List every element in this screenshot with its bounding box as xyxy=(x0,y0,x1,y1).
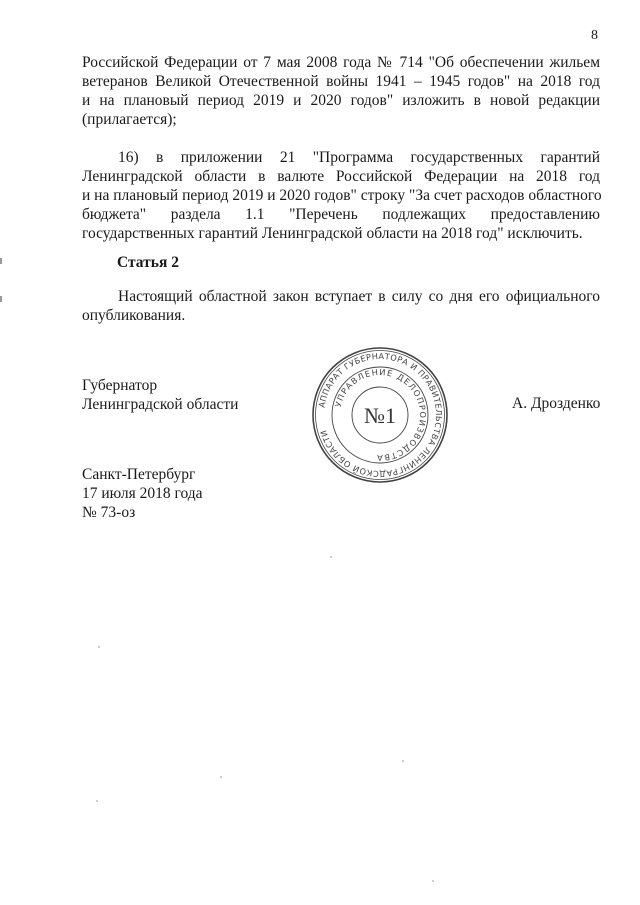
paragraph-2 xyxy=(82,148,600,243)
paragraph-line: ветеранов Великой Отечественной войны 1941 – 1945 годов" на 2018 год xyxy=(82,73,600,90)
signatory-title xyxy=(82,376,238,414)
paragraph-1 xyxy=(82,53,600,129)
seal-center-number: №1 xyxy=(364,403,396,428)
official-seal xyxy=(310,345,450,485)
signatory-title-line: Ленинградской области xyxy=(82,396,239,413)
issue-date: 17 июля 2018 года xyxy=(82,485,203,502)
paragraph-line: государственных гарантий Ленинградской области на 2018 год" исключить. xyxy=(82,225,583,242)
signatory-name: А. Дрозденко xyxy=(512,395,601,412)
law-number: № 73-оз xyxy=(82,504,136,521)
paragraph-3 xyxy=(82,287,600,325)
issue-place: Санкт-Петербург xyxy=(82,466,196,483)
signatory-title-line: Губернатор xyxy=(82,377,158,394)
seal-outer-text: АППАРАТ ГУБЕРНАТОРА И ПРАВИТЕЛЬСТВА ЛЕНИНГРАДСКОЙ ОБЛАСТИ xyxy=(316,350,445,480)
paragraph-line: (прилагается); xyxy=(82,111,177,128)
issue-details xyxy=(82,465,203,522)
paragraph-line: и на плановый период 2019 и 2020 годов" изложить в новой редакции xyxy=(82,92,600,109)
page-number: 8 xyxy=(591,28,598,43)
paragraph-line: бюджета" раздела 1.1 "Перечень подлежащих предоставлению xyxy=(82,206,600,223)
scan-speck xyxy=(330,556,332,558)
scan-speck xyxy=(98,646,100,648)
paragraph-line: опубликования. xyxy=(82,307,186,324)
seal-inner-text: УПРАВЛЕНИЕ ДЕЛОПРОИЗВОДСТВА xyxy=(332,366,429,464)
paragraph-line: 16) в приложении 21 "Программа государственных гарантий xyxy=(118,149,600,166)
scan-margin-mark xyxy=(0,296,2,302)
scan-speck xyxy=(402,760,404,762)
scan-margin-mark xyxy=(0,258,2,264)
scan-speck xyxy=(432,880,434,882)
scan-speck xyxy=(96,800,98,802)
paragraph-line: и на плановый период 2019 и 2020 годов" строку "За счет расходов областного xyxy=(82,187,602,204)
paragraph-line: Российской Федерации от 7 мая 2008 года № 714 "Об обеспечении жильем xyxy=(82,54,600,71)
scan-speck xyxy=(220,776,222,778)
paragraph-line: Настоящий областной закон вступает в силу со дня его официального xyxy=(118,288,600,305)
paragraph-line: Ленинградской области в валюте Российской Федерации на 2018 год xyxy=(82,168,600,185)
article-heading: Статья 2 xyxy=(117,254,179,271)
